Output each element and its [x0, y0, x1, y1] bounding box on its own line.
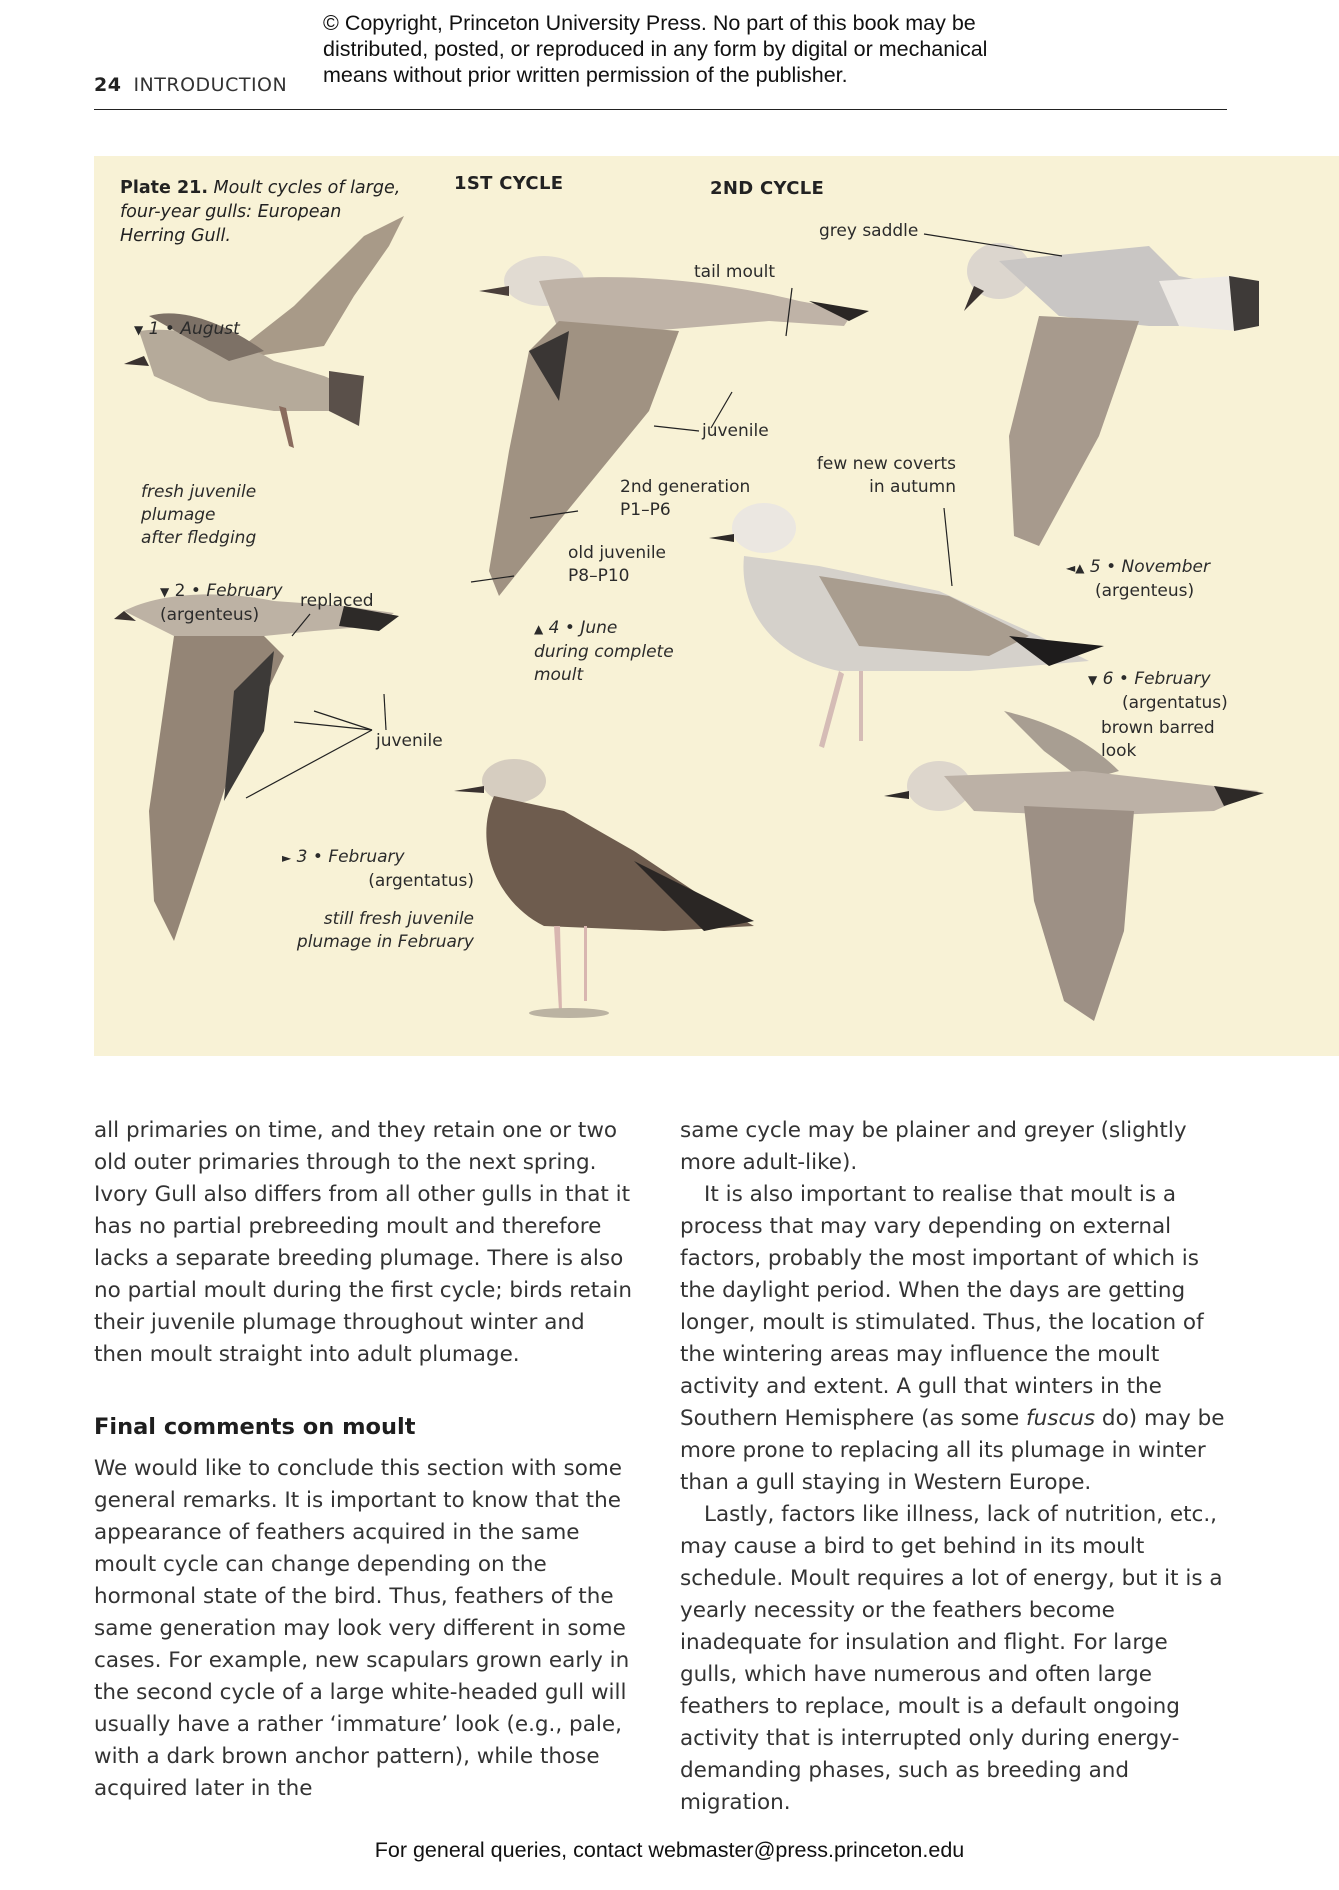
copyright-notice — [323, 10, 1043, 88]
figure-3-note-line: plumage in February — [296, 932, 474, 952]
callout-line: P8–P10 — [568, 566, 630, 586]
figure-3-notes — [244, 908, 474, 954]
callout-line: brown barred — [1101, 718, 1215, 738]
paragraph-text: do) may be more prone to replacing all its plumage in winter than a gull staying in Western Europe. — [680, 1406, 1225, 1495]
figure-2-date: February — [206, 581, 283, 601]
figure-1-date: August — [180, 319, 240, 339]
left-up-triangle-icon: ◄▲ — [1066, 561, 1085, 575]
callout-line: look — [1101, 741, 1137, 761]
callout-juvenile-fig2: juvenile — [376, 731, 443, 751]
up-triangle-icon: ▲ — [534, 622, 544, 636]
figure-4-number: 4 — [548, 618, 560, 638]
paragraph — [680, 1179, 1228, 1499]
right-triangle-icon: ► — [282, 851, 292, 865]
callout-old-juvenile — [568, 542, 666, 588]
callout-line: in autumn — [869, 477, 956, 497]
cycle-header-2nd: 2ND CYCLE — [710, 178, 825, 199]
figure-4-note-line: during complete — [534, 642, 674, 662]
down-triangle-icon: ▼ — [1088, 673, 1098, 687]
body-left-column — [94, 1115, 634, 1805]
figure-4-date: June — [580, 618, 618, 638]
page-number: 24 — [94, 74, 122, 96]
figure-6-number: 6 — [1102, 669, 1114, 689]
plate-caption — [120, 176, 420, 248]
figure-1-label: ▼ 1 • August — [134, 319, 240, 339]
figure-6-label: ▼ 6 • February (argentatus) — [1088, 669, 1228, 713]
paragraph-text: It is also important to realise that moult is a process that may vary depending on external factors, probably the most important of which is the daylight period. When the days are getting longer, moult is stimulated. Thus, the location of the wintering areas may influence the moult activity and extent. A gull that winters in the Southern Hemisphere (as some — [680, 1182, 1204, 1431]
plate-figure — [94, 156, 1339, 1056]
header-rule — [94, 109, 1227, 110]
callout-second-generation — [620, 476, 750, 522]
running-head — [94, 74, 287, 96]
section-heading: Final comments on moult — [94, 1414, 416, 1440]
copyright-line-3: means without prior written permission of the publisher. — [323, 63, 848, 87]
figure-4-note-line: moult — [534, 665, 584, 685]
figure-2-subspecies: (argenteus) — [160, 605, 260, 625]
paragraph: all primaries on time, and they retain one or two old outer primaries through to the next spring. Ivory Gull also differs from all other gulls in that it has no partial prebreeding moult and therefore lacks a separate breeding plumage. There is also no partial moult during the first cycle; birds retain their juvenile plumage throughout winter and then moult straight into adult plumage. — [94, 1118, 632, 1367]
down-triangle-icon: ▼ — [134, 323, 144, 337]
figure-3-note-line: still fresh juvenile — [323, 909, 474, 929]
callout-juvenile-fig4: juvenile — [702, 421, 769, 441]
figure-3-date: February — [328, 847, 405, 867]
species-name: fuscus — [1026, 1406, 1096, 1431]
paragraph: We would like to conclude this section with some general remarks. It is important to know that the appearance of feathers acquired in the same moult cycle can change depending on the hormonal state of the bird. Thus, feathers of the same generation may look very different in some cases. For example, new scapulars grown early in the second cycle of a large white-headed gull will usually have a rather ‘immature’ look (e.g., pale, with a dark brown anchor pattern), while those acquired later in the — [94, 1456, 630, 1801]
section-title: INTRODUCTION — [133, 74, 288, 96]
figure-6-date: February — [1134, 669, 1211, 689]
copyright-line-1: © Copyright, Princeton University Press. No part of this book may be — [323, 11, 976, 35]
callout-line: few new coverts — [816, 454, 956, 474]
plate-number: Plate 21. — [120, 178, 208, 198]
figure-5-date: November — [1121, 557, 1210, 577]
callout-tail-moult: tail moult — [694, 262, 776, 282]
copyright-line-2: distributed, posted, or reproduced in any form by digital or mechanical — [323, 37, 988, 61]
footer-contact: For general queries, contact webmaster@press.princeton.edu — [374, 1838, 965, 1862]
plate-caption-line-3: Herring Gull. — [120, 226, 231, 246]
plate-caption-line-2: four-year gulls: European — [120, 202, 342, 222]
callout-few-new-coverts — [734, 453, 956, 499]
figure-1-note-line: fresh juvenile — [141, 482, 257, 502]
callout-replaced: replaced — [300, 591, 374, 611]
cycle-header-1st: 1ST CYCLE — [454, 173, 564, 194]
figure-3-label: ► 3 • February (argentatus) — [274, 846, 474, 893]
paragraph: same cycle may be plainer and greyer (slightly more adult-like). — [680, 1118, 1187, 1175]
figure-5-subspecies: (argenteus) — [1095, 581, 1195, 601]
figure-6-subspecies: (argentatus) — [1122, 693, 1228, 713]
figure-1-number: 1 — [148, 319, 160, 339]
body-right-column — [680, 1115, 1228, 1819]
figure-1-note-line: after fledging — [141, 528, 257, 548]
down-triangle-icon: ▼ — [160, 585, 170, 599]
callout-line: old juvenile — [568, 543, 667, 563]
figure-3-subspecies: (argentatus) — [368, 871, 474, 891]
figure-5-number: 5 — [1089, 557, 1101, 577]
callout-brown-barred — [1101, 717, 1215, 763]
paragraph: Lastly, factors like illness, lack of nutrition, etc., may cause a bird to get behind in its moult schedule. Moult requires a lot of energy, but it is a yearly necessity or the feathers become inadequate for insulation and flight. For large gulls, which have numerous and often large feathers to replace, moult is a default ongoing activity that is interrupted only during energy-demanding phases, such as breeding and migration. — [680, 1502, 1223, 1815]
figure-4-label: ▲ 4 • June during complete moult — [534, 618, 674, 685]
plate-caption-line-1: Moult cycles of large, — [213, 178, 401, 198]
figure-3-number: 3 — [296, 847, 308, 867]
figure-1-notes — [141, 481, 256, 550]
figure-1-note-line: plumage — [141, 505, 216, 525]
figure-2-label: ▼ 2 • February (argenteus) — [160, 581, 283, 625]
figure-2-number: 2 — [174, 581, 186, 601]
callout-line: P1–P6 — [620, 500, 671, 520]
figure-5-label: ◄▲ 5 • November (argenteus) — [1066, 557, 1210, 601]
gull-illustration-3 — [434, 751, 914, 1051]
callout-line: 2nd generation — [620, 477, 751, 497]
callout-grey-saddle: grey saddle — [819, 221, 919, 241]
